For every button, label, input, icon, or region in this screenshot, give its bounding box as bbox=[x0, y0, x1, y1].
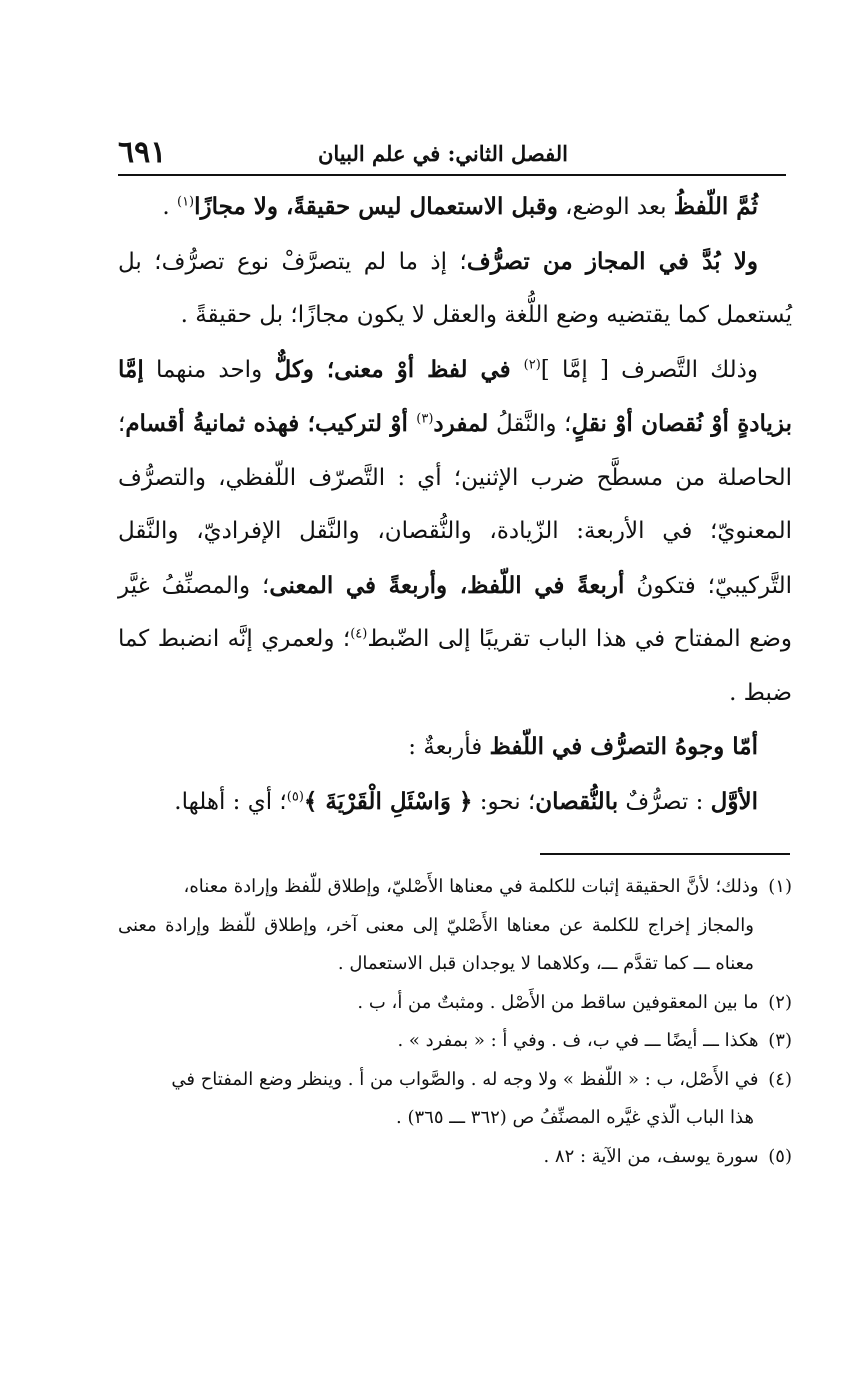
paragraph-5 bbox=[118, 775, 792, 830]
text-span: بعد الوضع، bbox=[557, 194, 674, 220]
paragraph-4 bbox=[118, 720, 792, 775]
text-span: . bbox=[162, 194, 177, 220]
text-span: ؛ أي : أهلها. bbox=[174, 788, 287, 815]
footnote-number: (٢) bbox=[768, 991, 792, 1013]
text-span: أمّا وجوهُ التصرُّف في اللّفظ bbox=[489, 733, 758, 760]
footnote-4-continued: هذا الباب الّذي غيَّره المصنِّفُ ص (٣٦٢ ـــ ٣٦٥) . bbox=[396, 1107, 754, 1128]
footnote-1 bbox=[118, 868, 792, 907]
paragraph-1 bbox=[118, 180, 792, 235]
text-span: أربعةً في اللّفظ، وأربعةً في المعنى bbox=[269, 571, 625, 599]
text-span: ؛ والنَّقلُ bbox=[488, 411, 572, 437]
footnote-5 bbox=[118, 1138, 792, 1177]
footnote-4 bbox=[118, 1061, 792, 1100]
footnote-3 bbox=[118, 1022, 792, 1061]
footnote-number: (٣) bbox=[768, 1030, 792, 1051]
text-span: ولا بُدَّ في المجاز من تصرُّف bbox=[466, 247, 758, 275]
text-span: وذلك التَّصرف [ إمَّا ] bbox=[540, 356, 758, 383]
text-span: وقبل الاستعمال ليس حقيقةً، ولا مجازًا bbox=[194, 193, 558, 220]
running-title: الفصل الثاني: في علم البيان bbox=[317, 141, 568, 166]
footnote-text: ما بين المعقوفين ساقط من الأَصْل . ومثبتٌ من أ، ب . bbox=[357, 991, 759, 1013]
text-span: بالنُّقصان bbox=[535, 787, 619, 815]
footnote-ref: (٢) bbox=[523, 356, 541, 372]
page-header bbox=[118, 135, 786, 175]
text-span: واحد منهما bbox=[143, 356, 275, 383]
page-number: ٦٩١ bbox=[118, 135, 167, 170]
footnote-number: (١) bbox=[768, 876, 792, 897]
footnote-text: هكذا ـــ أيضًا ـــ في ب، ف . وفي أ : « بمفرد » . bbox=[397, 1030, 759, 1051]
footnote-ref: (٤) bbox=[350, 626, 368, 642]
footnote-text: وذلك؛ لأنَّ الحقيقة إثبات للكلمة في معناها الأَصْليّ، وإطلاق للّفظ وإرادة معناه، bbox=[183, 876, 759, 897]
text-span: ؛ نحو: bbox=[472, 788, 536, 815]
main-text bbox=[118, 180, 792, 829]
footnote-text: في الأَصْل، ب : « اللّفظ » ولا وجه له . والصَّواب من أ . وينظر وضع المفتاح في bbox=[171, 1068, 759, 1090]
text-span: ؛ ولعمري إنَّه انضبط كما ضبط . bbox=[118, 626, 792, 706]
quran-quote: ﴿ وَاسْئَلِ الْقَرْيَةَ ﴾ bbox=[303, 787, 473, 815]
paragraph-2 bbox=[118, 235, 792, 343]
text-span: ؛ الحاصلة من مسطَّح ضرب الإثنين؛ أي : التَّصرّف اللّفظي، والتصرُّف المعنويّ؛ في الأربعة: الزّيادة، والنُّقصان، والنَّقل الإفراديّ، والنَّقل التَّركيبيّ؛ فتكونُ bbox=[118, 411, 793, 599]
text-span: : تصرُّفٌ bbox=[618, 788, 711, 815]
footnote-text: سورة يوسف، من الآية : ٨٢ . bbox=[543, 1145, 759, 1167]
text-span: ؛ إذ ما لم يتصرَّفْ نوع تصرُّف؛ بل يُستعمل كما يقتضيه وضع اللُّغة والعقل لا يكون مجازًا؛ بل حقيقةً . bbox=[118, 248, 792, 328]
footnote-rule bbox=[540, 853, 790, 855]
footnote-ref: (٣) bbox=[416, 411, 434, 427]
header-rule bbox=[118, 174, 786, 176]
footnote-number: (٥) bbox=[768, 1145, 792, 1167]
text-span: ؛ والمصنِّفُ غيَّر وضع المفتاح في هذا الباب تقريبًا إلى الضّبط bbox=[118, 572, 792, 652]
text-span: فأربعةٌ : bbox=[408, 734, 490, 760]
footnote-ref: (١) bbox=[176, 194, 195, 210]
text-span: أوْ لتركيب؛ فهذه ثمانيةُ أقسام bbox=[125, 410, 417, 437]
footnote-2 bbox=[118, 984, 792, 1023]
footnote-1-continued: والمجاز إخراج للكلمة عن معناها الأَصْليّ إلى معنى آخر، وإطلاق للّفظ وإرادة معنى معناه ـــ كما تقدَّم ـــ، وكلاهما لا يوجدان قبل الاستعمال . bbox=[118, 914, 754, 974]
text-span: ثُمَّ اللّفظُ bbox=[673, 193, 758, 220]
text-span: إمَّا بزيادةٍ أوْ نُقصان أوْ نقلٍ bbox=[118, 355, 792, 437]
text-span: في لفظ أوْ معنى؛ وكلٌّ bbox=[274, 355, 524, 383]
text-span: الأوَّل bbox=[710, 787, 758, 815]
paragraph-3 bbox=[118, 343, 792, 721]
footnote-number: (٤) bbox=[768, 1068, 792, 1090]
footnote-ref: (٥) bbox=[286, 788, 304, 804]
footnotes bbox=[118, 868, 792, 1176]
text-span: لمفرد bbox=[433, 410, 489, 437]
